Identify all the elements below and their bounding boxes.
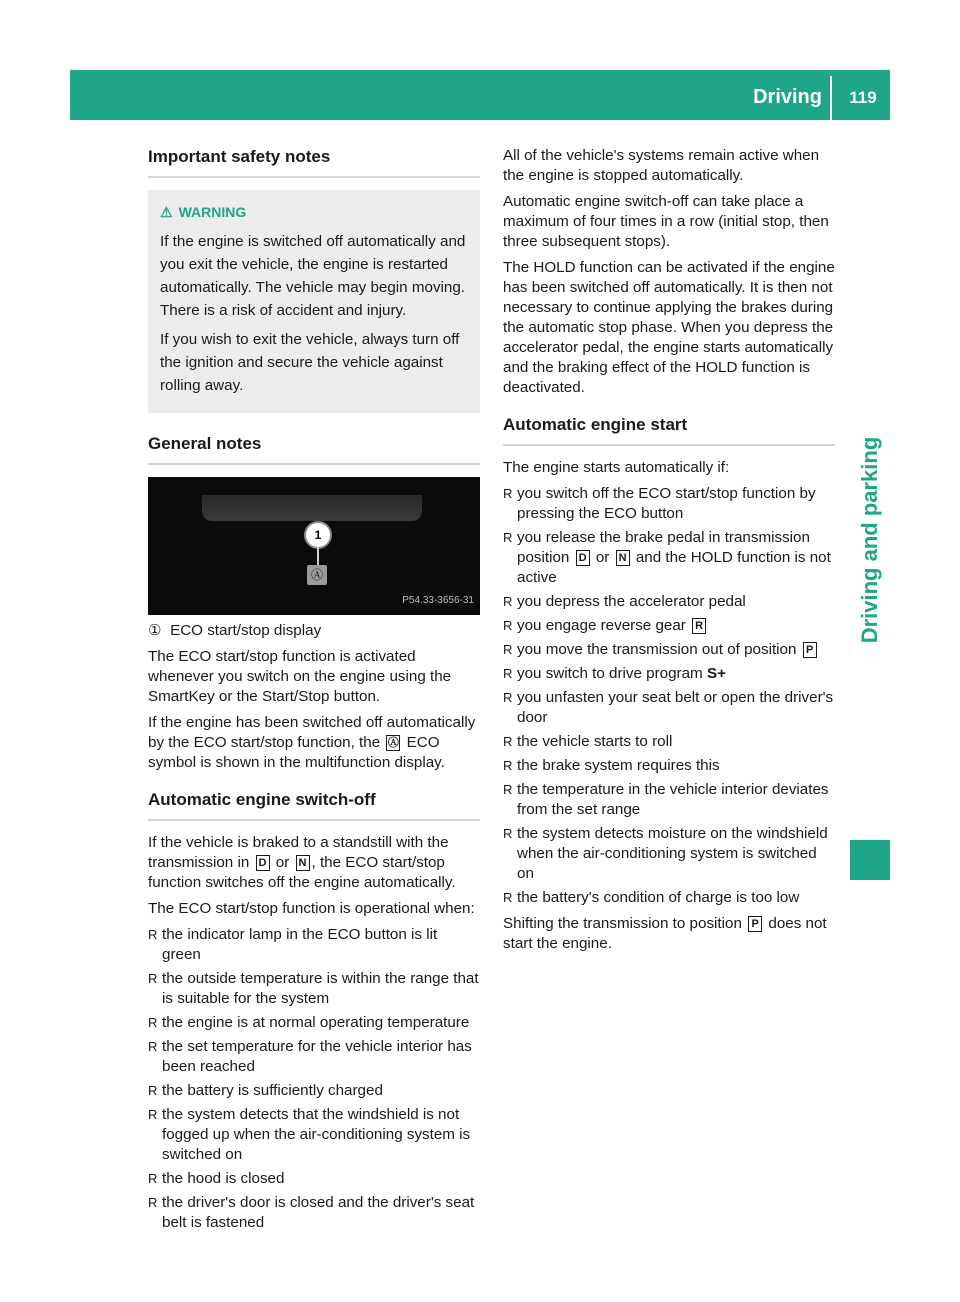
figure-callout: 1 [304,521,332,549]
right-paragraph-2: Automatic engine switch-off can take place a maximum of four times in a row (initial stop, then three subsequent stops). [503,193,829,250]
warning-label: WARNING [178,204,247,220]
side-tab-marker [850,840,890,880]
list-item: R the system detects moisture on the windshield when the air-conditioning system is switched on [503,825,828,882]
header-divider [830,76,832,120]
warning-icon: ⚠ [160,204,173,220]
gear-p-icon: P [748,916,762,932]
list-item: R you release the brake pedal in transmission position D or N and the HOLD function is not active [503,529,831,586]
engine-start-final: Shifting the transmission to position P does not start the engine. [503,915,827,952]
list-item: R the battery is sufficiently charged [148,1082,383,1099]
warning-text-2: If you wish to exit the vehicle, always turn off the ignition and secure the vehicle against rolling away. [160,331,460,394]
gear-n-icon: N [616,550,630,566]
switch-off-paragraph-1: If the vehicle is braked to a standstill with the transmission in D or N , the ECO start/stop function switches off the engine automatically. [148,834,456,891]
general-paragraph-1: The ECO start/stop function is activated whenever you switch on the engine using the SmartKey or the Start/Stop button. [148,648,452,705]
list-item: R the outside temperature is within the range that is suitable for the system [148,970,479,1007]
switch-off-paragraph-2: The ECO start/stop function is operational when: [148,900,475,917]
header-title: Driving [753,86,822,108]
eco-display-figure [148,477,480,615]
engine-start-intro: The engine starts automatically if: [503,459,730,476]
general-paragraph-2: If the engine has been switched off automatically by the ECO start/stop function, the Ⓐ ECO symbol is shown in the multifunction display. [148,714,476,771]
callout-caption-text: ECO start/stop display [170,622,322,639]
warning-box [148,190,480,413]
left-column [148,146,480,1239]
list-item: R the battery's condition of charge is too low [503,889,800,906]
callout-line [317,547,319,565]
right-paragraph-1: All of the vehicle's systems remain active when the engine is stopped automatically. [503,147,820,184]
eco-symbol-icon: Ⓐ [307,565,327,585]
list-item: R the indicator lamp in the ECO button is lit green [148,926,438,963]
list-item: R the hood is closed [148,1170,285,1187]
switch-off-heading: Automatic engine switch-off [148,789,480,821]
page-header [70,70,890,120]
engine-start-conditions [503,484,835,908]
side-tab-label: Driving and parking [857,436,882,644]
gear-p-icon: P [803,642,817,658]
list-item: R the brake system requires this [503,757,720,774]
side-tab [850,260,890,820]
list-item: R you switch off the ECO start/stop function by pressing the ECO button [503,485,816,522]
gear-n-icon: N [296,855,310,871]
safety-heading: Important safety notes [148,146,480,178]
list-item: R the set temperature for the vehicle interior has been reached [148,1038,472,1075]
callout-caption [148,621,480,641]
list-item: R you unfasten your seat belt or open the driver's door [503,689,834,726]
page-number: 119 [849,88,877,107]
eco-symbol-icon-inline: Ⓐ [387,737,399,749]
switch-off-conditions [148,925,480,1233]
list-item: R you depress the accelerator pedal [503,593,746,610]
list-item: R the temperature in the vehicle interior deviates from the set range [503,781,829,818]
engine-start-heading: Automatic engine start [503,414,835,446]
right-paragraph-3: The HOLD function can be activated if the engine has been switched off automatically. It is then not necessary to continue applying the brakes during the automatic stop phase. When you depress the accelerator pedal, the engine starts automatically and the braking effect of the HOLD function is deactivated. [503,259,835,396]
right-column [503,146,835,960]
gear-r-icon: R [692,618,706,634]
list-item: R you engage reverse gear R [503,616,835,636]
figure-code: P54.33-3656-31 [402,595,474,606]
gear-d-icon: D [256,855,270,871]
list-item: R you move the transmission out of position P [503,640,835,660]
warning-title [160,202,474,222]
list-item: R the vehicle starts to roll [503,733,673,750]
instrument-panel-shape [202,495,422,521]
list-item: R the engine is at normal operating temperature [148,1014,470,1031]
list-item: R the system detects that the windshield is not fogged up when the air-conditioning system is switched on [148,1106,471,1163]
general-heading: General notes [148,433,480,465]
callout-number-icon: ① [148,622,162,639]
list-item: R you switch to drive program S+ [503,665,726,682]
gear-d-icon: D [576,550,590,566]
list-item: R the driver's door is closed and the driver's seat belt is fastened [148,1194,475,1231]
warning-text-1: If the engine is switched off automatically and you exit the vehicle, the engine is restarted automatically. The vehicle may begin moving. There is a risk of accident and injury. [160,233,466,319]
